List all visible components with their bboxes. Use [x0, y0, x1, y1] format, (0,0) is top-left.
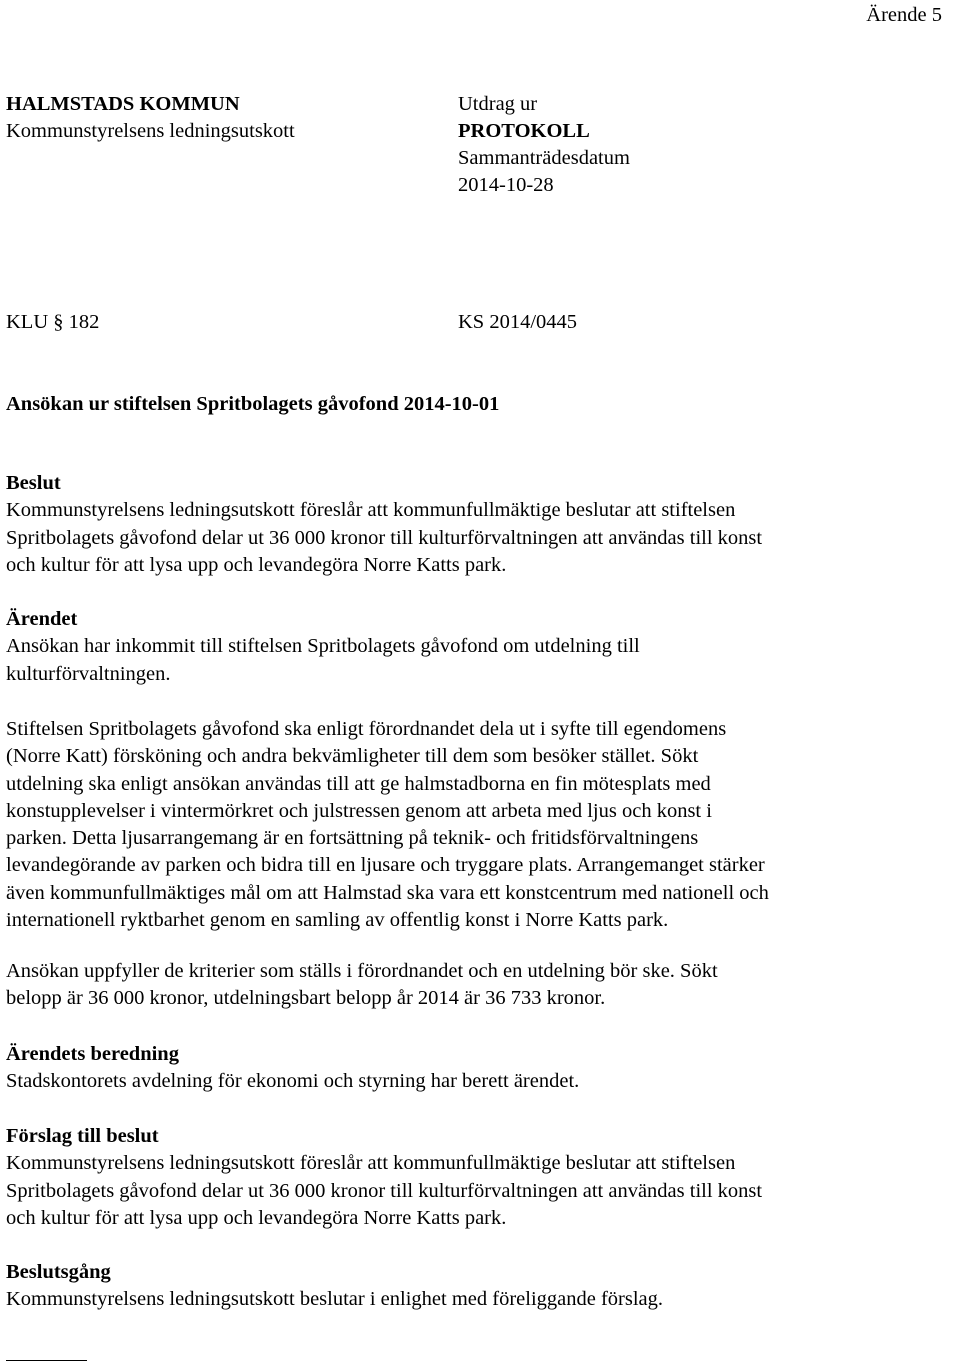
signature-line	[6, 1360, 87, 1361]
text-line: Spritbolagets gåvofond delar ut 36 000 kronor till kulturförvaltningen att användas till konst	[6, 1179, 763, 1202]
arende-number: Ärende 5	[866, 4, 942, 26]
organization-name: HALMSTADS KOMMUN	[6, 93, 240, 115]
section-forslag	[6, 1123, 906, 1232]
document-title: Ansökan ur stiftelsen Spritbolagets gåvofond 2014-10-01	[6, 393, 500, 415]
arendet-paragraph-3	[6, 958, 906, 1013]
text-line: Ansökan har inkommit till stiftelsen Spritbolagets gåvofond om utdelning till	[6, 635, 640, 658]
section-beslutsgang	[6, 1259, 906, 1314]
text-line: och kultur för att lysa upp och levandegöra Norre Katts park.	[6, 1206, 507, 1229]
text-line: Ansökan uppfyller de kriterier som ställs i förordnandet och en utdelning bör ske. Sökt	[6, 960, 718, 982]
committee-name: Kommunstyrelsens ledningsutskott	[6, 120, 295, 142]
section-beredning	[6, 1041, 906, 1096]
text-line: Stadskontorets avdelning för ekonomi och styrning har berett ärendet.	[6, 1070, 580, 1093]
ks-reference: KS 2014/0445	[458, 311, 578, 333]
text-line: Kommunstyrelsens ledningsutskott föreslår att kommunfullmäktige beslutar att stiftelsen	[6, 1152, 736, 1175]
text-line: levandegörande av parken och bidra till en ljusare och tryggare plats. Arrangemanget stärker	[6, 854, 765, 877]
organization-block	[6, 91, 295, 145]
text-line: parken. Detta ljusarrangemang är en fortsättning på teknik- och fritidsförvaltningens	[6, 827, 699, 850]
text-line: belopp är 36 000 kronor, utdelningsbart belopp år 2014 är 36 733 kronor.	[6, 987, 606, 1010]
meeting-date-label: Sammanträdesdatum	[458, 147, 630, 169]
klu-reference: KLU § 182	[6, 311, 100, 333]
text-line: konstupplevelser i vintermörkret och julstressen genom att arbeta med ljus och konst i	[6, 799, 712, 822]
section-beslut	[6, 470, 906, 579]
meeting-date: 2014-10-28	[458, 174, 554, 196]
section-heading: Beslutsgång	[6, 1261, 111, 1283]
text-line: utdelning ska enligt ansökan användas till att ge halmstadborna en fin mötesplats med	[6, 772, 711, 795]
text-line: Kommunstyrelsens ledningsutskott beslutar i enlighet med föreliggande förslag.	[6, 1288, 664, 1311]
section-heading: Ärendets beredning	[6, 1043, 179, 1065]
section-heading: Beslut	[6, 472, 61, 494]
text-line: Spritbolagets gåvofond delar ut 36 000 kronor till kulturförvaltningen att användas till konst	[6, 526, 763, 549]
extract-label: Utdrag ur	[458, 93, 538, 115]
text-line: kulturförvaltningen.	[6, 662, 171, 685]
text-line: (Norre Katt) försköning och andra bekvämligheter till dem som besöker stället. Sökt	[6, 745, 699, 768]
section-heading: Förslag till beslut	[6, 1125, 159, 1147]
protocol-block	[458, 91, 630, 199]
section-arendet	[6, 606, 906, 688]
text-line: och kultur för att lysa upp och levandegöra Norre Katts park.	[6, 553, 507, 576]
section-heading: Ärendet	[6, 608, 78, 630]
text-line: Stiftelsen Spritbolagets gåvofond ska enligt förordnandet dela ut i syfte till egendomens	[6, 718, 727, 740]
text-line: även kommunfullmäktiges mål om att Halmstad ska vara ett konstcentrum med nationell och	[6, 881, 769, 904]
protocol-label: PROTOKOLL	[458, 120, 590, 142]
text-line: Kommunstyrelsens ledningsutskott föreslår att kommunfullmäktige beslutar att stiftelsen	[6, 499, 736, 522]
text-line: internationell ryktbarhet genom en samling av offentlig konst i Norre Katts park.	[6, 909, 669, 932]
arendet-paragraph-2	[6, 716, 906, 934]
